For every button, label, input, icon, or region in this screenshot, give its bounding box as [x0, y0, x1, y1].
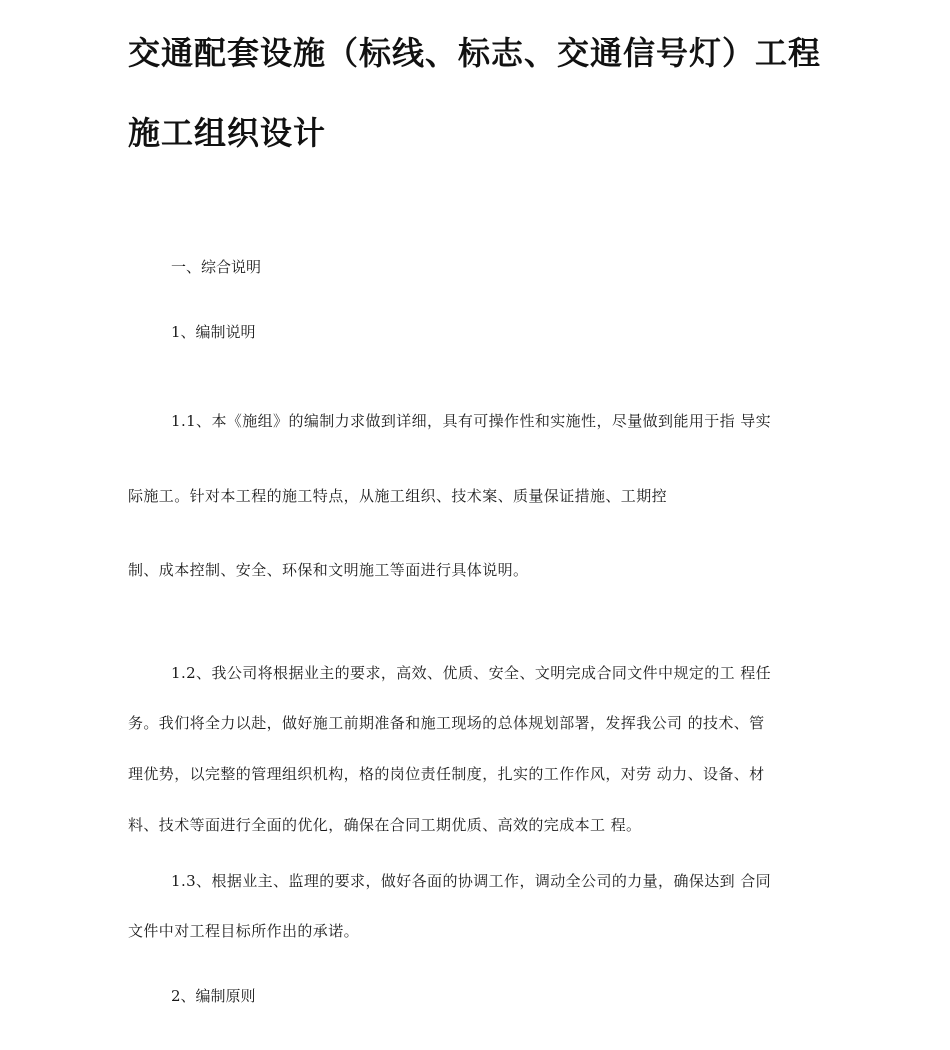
paragraph-1-2-line-2: 务。我们将全力以赴，做好施工前期准备和施工现场的总体规划部署，发挥我公司 的技术、管: [128, 714, 765, 732]
paragraph-1-1-line-2: 际施工。针对本工程的施工特点，从施工组织、技术案、质量保证措施、工期控: [128, 487, 668, 505]
paragraph-1-2-line-1: 1.2、我公司将根据业主的要求，高效、优质、安全、文明完成合同文件中规定的工 程任: [171, 664, 772, 682]
section-heading-overview: 一、综合说明: [171, 258, 262, 276]
paragraph-1-2-line-4: 料、技术等面进行全面的优化，确保在合同工期优质、高效的完成本工 程。: [128, 816, 642, 834]
paragraph-1-1-line-3: 制、成本控制、安全、环保和文明施工等面进行具体说明。: [128, 561, 529, 579]
document-title-line-2: 施工组织设计: [128, 114, 327, 152]
subsection-heading-compilation-principles: 2、编制原则: [171, 987, 256, 1005]
paragraph-1-1-line-1: 1.1、本《施组》的编制力求做到详细，具有可操作性和实施性，尽量做到能用于指 导实: [171, 412, 772, 430]
paragraph-1-2-line-3: 理优势，以完整的管理组织机构，格的岗位责任制度，扎实的工作作风，对劳 动力、设备、材: [128, 765, 765, 783]
paragraph-1-3-line-2: 文件中对工程目标所作出的承诺。: [128, 922, 360, 940]
subsection-heading-compilation-notes: 1、编制说明: [171, 323, 256, 341]
document-title-line-1: 交通配套设施（标线、标志、交通信号灯）工程: [128, 34, 822, 72]
paragraph-1-3-line-1: 1.3、根据业主、监理的要求，做好各面的协调工作，调动全公司的力量，确保达到 合同: [171, 872, 772, 890]
